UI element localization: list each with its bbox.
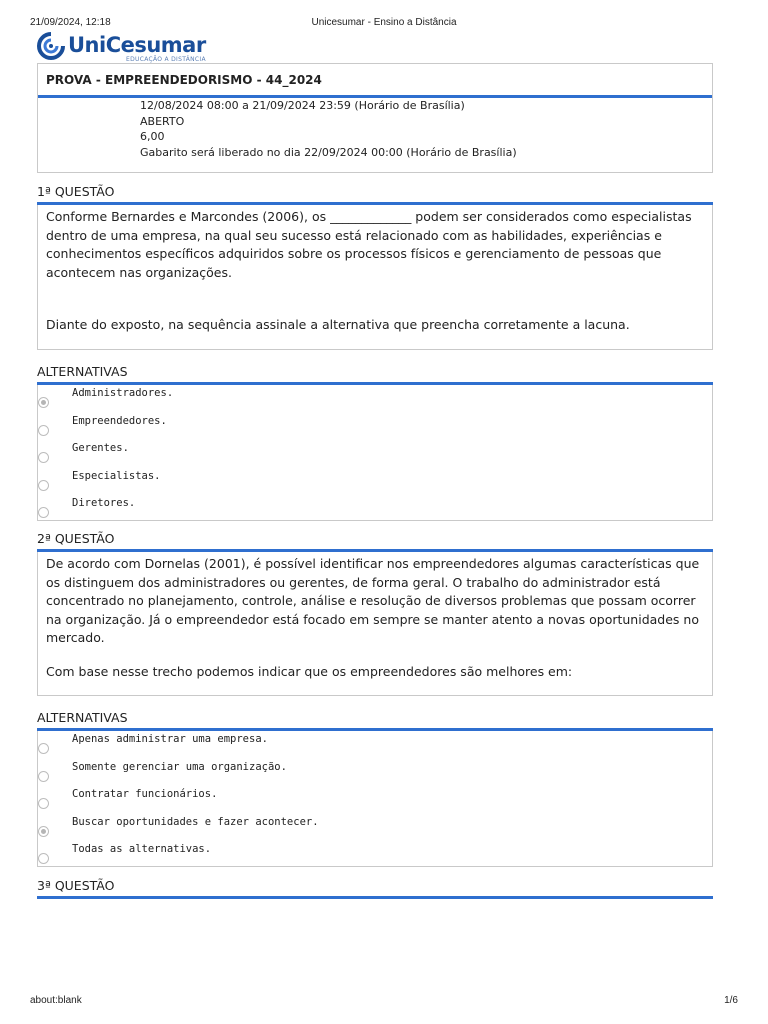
alternative-option[interactable] [38, 440, 712, 467]
alternative-label: Todas as alternativas. [72, 843, 212, 855]
alternative-option[interactable] [38, 759, 712, 786]
radio-selected-icon[interactable] [38, 397, 49, 408]
alternative-option[interactable] [38, 786, 712, 813]
radio-icon[interactable] [38, 771, 49, 782]
question-paragraph: Conforme Bernardes e Marcondes (2006), os _____________ podem ser considerados como especialistas dentro de uma empresa, na qual seu sucesso está relacionado com as habilidades, experiências e conhecimentos específicos adquiridos sobre os processos físicos e gerenciamento de pessoas que acontecem nas organizações. [46, 209, 692, 280]
radio-selected-icon[interactable] [38, 826, 49, 837]
alternative-label: Especialistas. [72, 469, 161, 482]
brand-name: UniCesumar [68, 33, 206, 57]
print-header [30, 17, 738, 31]
alternative-option[interactable] [38, 841, 712, 868]
question-paragraph: De acordo com Dornelas (2001), é possível identificar nos empreendedores algumas características que os distinguem dos administradores ou gerentes, de forma geral. O trabalho do administrador está concentrado no planejamento, controle, análise e resolução de diversos problemas que possam ocorrer na organização. Já o empreendedor está focado em sempre se manter atento a novas oportunidades no mercado. [46, 556, 700, 645]
print-page-title: Unicesumar - Ensino a Distância [311, 17, 457, 28]
unicesumar-logo [36, 32, 206, 64]
meta-value: 12/08/2024 08:00 a 21/09/2024 23:59 (Horário de Brasília) [140, 99, 465, 112]
brand-tagline: EDUCAÇÃO A DISTÂNCIA [126, 56, 206, 63]
alternative-option[interactable] [38, 413, 712, 440]
meta-value: Gabarito será liberado no dia 22/09/2024 00:00 (Horário de Brasília) [140, 145, 517, 159]
alternative-label: Gerentes. [72, 442, 129, 454]
question-1-alternatives [37, 385, 713, 521]
radio-icon[interactable] [38, 853, 49, 864]
alternative-label: Diretores. [72, 497, 136, 509]
alternative-option[interactable] [38, 731, 712, 758]
radio-icon[interactable] [38, 480, 49, 491]
alternative-label: Buscar oportunidades e fazer acontecer. [72, 815, 319, 828]
alternative-label: Empreendedores. [72, 414, 167, 427]
meta-value: 6,00 [140, 130, 165, 143]
question-2-alternatives-heading: ALTERNATIVAS [37, 710, 713, 731]
question-paragraph: Com base nesse trecho podemos indicar que os empreendedores são melhores em: [46, 664, 573, 679]
radio-icon[interactable] [38, 452, 49, 463]
alternative-label: Somente gerenciar uma organização. [72, 760, 287, 773]
alternative-option[interactable] [38, 385, 712, 412]
radio-icon[interactable] [38, 743, 49, 754]
print-page-number: 1/6 [724, 995, 738, 1006]
question-paragraph: Diante do exposto, na sequência assinale a alternativa que preencha corretamente a lacuna. [46, 317, 630, 332]
radio-icon[interactable] [38, 425, 49, 436]
question-1-heading: 1ª QUESTÃO [37, 184, 713, 205]
radio-icon[interactable] [38, 798, 49, 809]
logo-swirl-icon [36, 32, 66, 60]
exam-title: PROVA - EMPREENDEDORISMO - 44_2024 [46, 73, 322, 87]
print-footer [30, 995, 738, 1009]
exam-info-panel [37, 63, 713, 173]
print-url: about:blank [30, 995, 82, 1006]
question-1-statement [37, 205, 713, 350]
alternative-option[interactable] [38, 495, 712, 522]
radio-icon[interactable] [38, 507, 49, 518]
question-2-statement [37, 552, 713, 696]
question-3-heading: 3ª QUESTÃO [37, 878, 713, 899]
alternative-label: Administradores. [72, 387, 174, 399]
question-2-alternatives [37, 731, 713, 867]
alternative-label: Apenas administrar uma empresa. [72, 733, 268, 745]
meta-value: ABERTO [140, 114, 185, 128]
alternative-option[interactable] [38, 814, 712, 841]
print-datetime: 21/09/2024, 12:18 [30, 17, 111, 28]
alternative-option[interactable] [38, 468, 712, 495]
question-1-alternatives-heading: ALTERNATIVAS [37, 364, 713, 385]
alternative-label: Contratar funcionários. [72, 788, 218, 800]
question-2-heading: 2ª QUESTÃO [37, 531, 713, 552]
